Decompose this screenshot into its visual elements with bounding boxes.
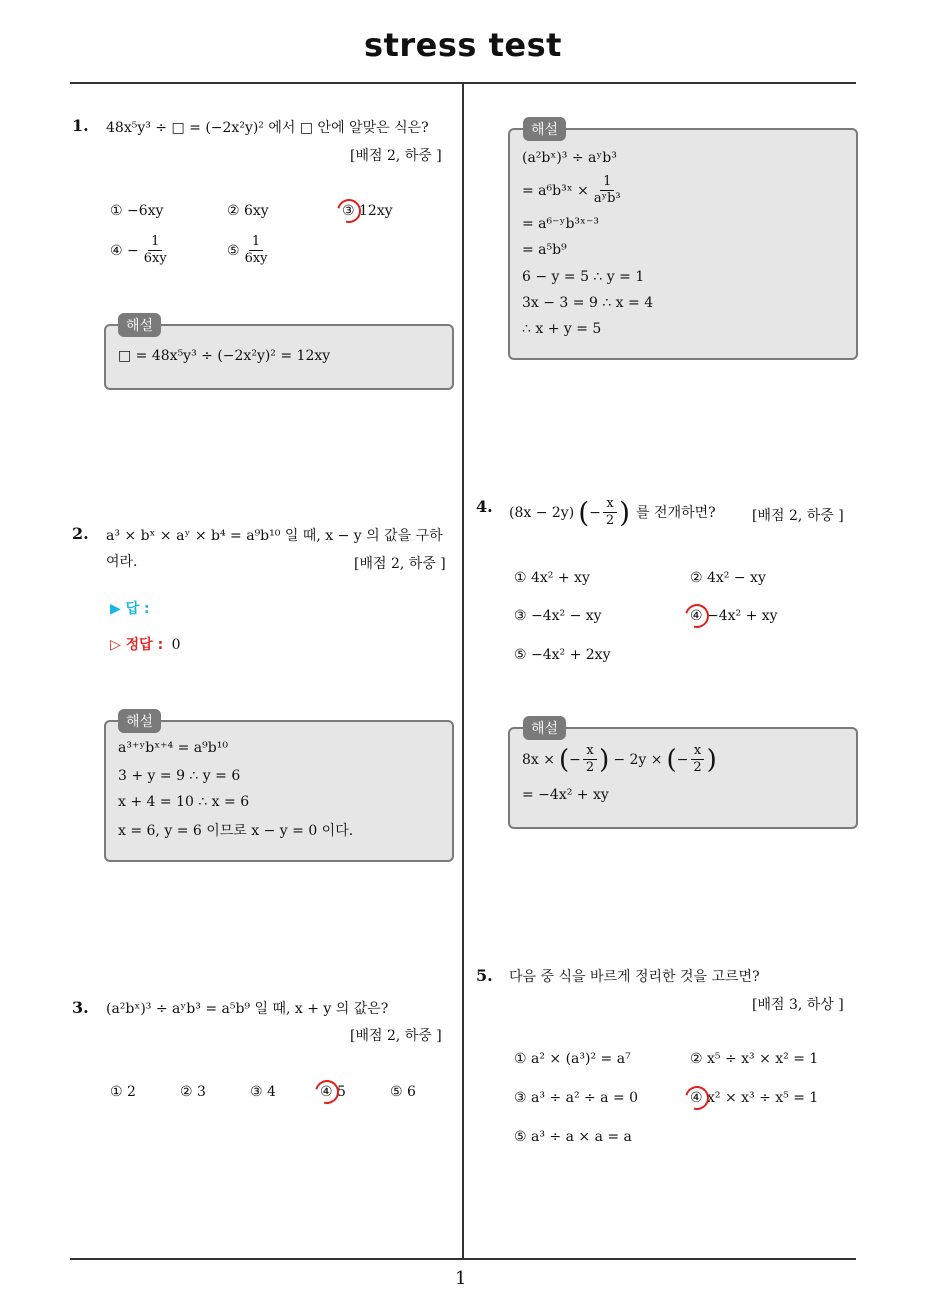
q2-correct-value: 0 (171, 637, 181, 653)
frac-denominator: 6xy (244, 251, 268, 266)
q5-meta: [배점 3, 하상 ] (752, 997, 844, 1013)
q4-explain-fraction-1 (583, 743, 597, 776)
q1-number: 1. (72, 116, 89, 135)
q4-choice-3[interactable]: ③ −4x² − xy (514, 608, 602, 624)
q3-explain-line-1: (a²bˣ)³ ÷ aʸb³ (522, 150, 617, 166)
q4-explain-line-2: = −4x² + xy (522, 787, 609, 803)
q4-right-paren: ) (619, 495, 631, 529)
q1-text: 48x⁵y³ ÷ □ = (−2x²y)² 에서 □ 안에 알맞은 식은? (106, 120, 429, 136)
q1-choice-1[interactable]: ① −6xy (110, 203, 164, 219)
q1-choice-4-label: ④ − (110, 242, 139, 259)
frac-numerator: 1 (148, 234, 162, 251)
column-divider (462, 84, 464, 1260)
q3-explain-line-5: 6 − y = 5 ∴ y = 1 (522, 269, 645, 285)
q4-explain-minus-2: − (676, 751, 689, 768)
q2-explain-line-1: a³⁺ʸbˣ⁺⁴ = a⁹b¹⁰ (118, 740, 228, 756)
q1-choice-3[interactable]: ③ 12xy (342, 203, 393, 219)
q2-explanation-tag: 해설 (118, 709, 161, 733)
q2-meta: [배점 2, 하중 ] (354, 556, 446, 572)
q5-selected-mark (681, 1082, 714, 1115)
page-title: stress test (364, 26, 562, 64)
q4-text (509, 496, 716, 529)
q3-explanation-tag: 해설 (523, 117, 566, 141)
q3-selected-mark (311, 1076, 344, 1109)
q3-explain-line-4: = a⁵b⁹ (522, 242, 567, 258)
q5-choice-2[interactable]: ② x⁵ ÷ x³ × x² = 1 (690, 1051, 819, 1067)
q3-explain-line-7: ∴ x + y = 5 (522, 321, 602, 337)
paren: ( (558, 744, 570, 775)
q2-explain-line-2: 3 + y = 9 ∴ y = 6 (118, 768, 241, 784)
paren: ) (706, 744, 717, 775)
frac-numerator: x (603, 496, 616, 513)
q5-choice-3[interactable]: ③ a³ ÷ a² ÷ a = 0 (514, 1090, 639, 1106)
q4-explain-l1a: 8x × (522, 751, 555, 768)
q3-choice-5[interactable]: ⑤ 6 (390, 1084, 416, 1100)
q4-meta: [배점 2, 하중 ] (752, 508, 844, 524)
page-number: 1 (455, 1268, 467, 1289)
q1-explain-line: □ = 48x⁵y³ ÷ (−2x²y)² = 12xy (118, 348, 331, 364)
q1-choice-4-fraction (141, 234, 170, 267)
q4-text-pre: (8x − 2y) (509, 504, 575, 521)
frac-numerator: 1 (249, 234, 263, 251)
q3-explain-line-3: = a⁶⁻ʸb³ˣ⁻³ (522, 216, 599, 232)
q1-meta: [배점 2, 하중 ] (350, 148, 442, 164)
q4-choice-2[interactable]: ② 4x² − xy (690, 570, 766, 586)
q1-choice-5[interactable] (227, 234, 273, 267)
q4-choice-5[interactable]: ⑤ −4x² + 2xy (514, 647, 611, 663)
q1-choice-5-label: ⑤ (227, 242, 240, 259)
q4-explain-minus-1: − (569, 751, 581, 768)
q2-text: a³ × bˣ × aʸ × b⁴ = a⁹b¹⁰ 일 때, x − y 의 값을 구하 (106, 528, 443, 544)
q5-choice-4[interactable]: ④ x² × x³ ÷ x⁵ = 1 (690, 1090, 819, 1106)
frac-numerator: x (583, 743, 596, 760)
q4-number: 4. (476, 497, 493, 516)
q2-answer-label: ▶ 답 : (110, 601, 150, 617)
q4-minus: − (589, 504, 601, 521)
q3-text: (a²bˣ)³ ÷ aʸb³ = a⁵b⁹ 일 때, x + y 의 값은? (106, 1001, 389, 1017)
q2-number: 2. (72, 524, 89, 543)
q5-number: 5. (476, 966, 493, 985)
q5-choice-5[interactable]: ⑤ a³ ÷ a × a = a (514, 1129, 632, 1145)
paren: ( (666, 744, 677, 775)
frac-denominator: 2 (585, 760, 595, 775)
frac-denominator: 2 (693, 760, 702, 775)
frac-denominator: 6xy (143, 251, 167, 266)
q1-choice-4[interactable] (110, 234, 172, 267)
q2-explain-line-4: x = 6, y = 6 이므로 x − y = 0 이다. (118, 823, 354, 839)
q4-choice-1[interactable]: ① 4x² + xy (514, 570, 590, 586)
q3-choice-3[interactable]: ③ 4 (250, 1084, 276, 1100)
frac-numerator: 1 (600, 174, 614, 191)
q2-correct-answer (110, 634, 181, 654)
q4-explanation-box (508, 727, 858, 829)
bottom-rule (70, 1258, 856, 1260)
q3-choice-4[interactable]: ④ 5 (320, 1084, 346, 1100)
q4-explanation-tag: 해설 (523, 716, 566, 740)
q4-choice-4[interactable]: ④ −4x² + xy (690, 608, 778, 624)
q1-selected-mark (333, 195, 366, 228)
q4-fraction (603, 496, 617, 529)
q1-explanation-tag: 해설 (118, 313, 161, 337)
q4-explain-l1b: − 2y × (613, 751, 663, 768)
frac-denominator: 2 (605, 513, 615, 528)
q3-number: 3. (72, 998, 89, 1017)
q3-explain-line-6: 3x − 3 = 9 ∴ x = 4 (522, 295, 654, 311)
q4-explain-fraction-2 (690, 743, 704, 776)
q2-explain-line-3: x + 4 = 10 ∴ x = 6 (118, 794, 250, 810)
frac-numerator: x (691, 743, 704, 760)
q5-choice-1[interactable]: ① a² × (a³)² = a⁷ (514, 1051, 631, 1067)
paren: ) (599, 744, 610, 775)
q4-text-post: 를 전개하면? (636, 504, 716, 521)
q1-choice-2[interactable]: ② 6xy (227, 203, 269, 219)
q4-selected-mark (681, 600, 714, 633)
q2-text-cont: 여라. (106, 554, 138, 570)
q3-choice-2[interactable]: ② 3 (180, 1084, 206, 1100)
q2-correct-label: ▷ 정답 : (110, 637, 164, 653)
q1-choice-5-fraction (242, 234, 271, 267)
frac-denominator: aʸb³ (593, 191, 621, 206)
q3-explain-fraction (591, 174, 624, 207)
q3-explain-line-2 (522, 174, 626, 207)
q4-explain-line-1 (522, 743, 717, 776)
q3-explain-line-2-text: = a⁶b³ˣ × (522, 182, 589, 199)
q2-explanation-box (104, 720, 454, 862)
q3-meta: [배점 2, 하중 ] (350, 1028, 442, 1044)
q3-explanation-box (508, 128, 858, 360)
q4-left-paren: ( (578, 495, 590, 529)
q3-choice-1[interactable]: ① 2 (110, 1084, 136, 1100)
q5-text: 다음 중 식을 바르게 정리한 것을 고르면? (509, 969, 760, 985)
